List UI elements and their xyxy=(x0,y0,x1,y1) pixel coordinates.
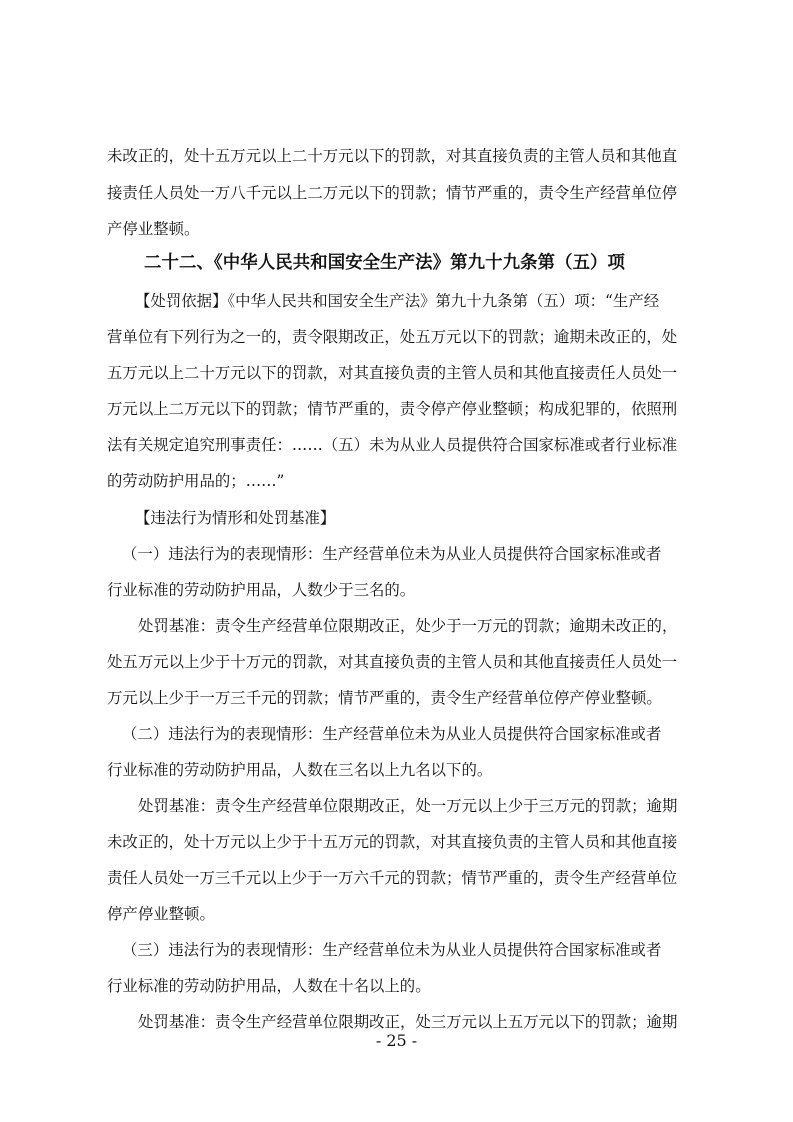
paragraph-line: 法有关规定追究刑事责任：……（五）未为从业人员提供符合国家标准或者行业标准 xyxy=(107,436,678,454)
paragraph-line: 【处罚依据】《中华人民共和国安全生产法》第九十九条第（五）项：“生产经 xyxy=(135,292,660,310)
paragraph-line: 产停业整顿。 xyxy=(107,220,200,238)
paragraph-line: 营单位有下列行为之一的，责令限期改正，处五万元以下的罚款；逾期未改正的，处 xyxy=(107,328,678,346)
paragraph-line: 处罚基准：责令生产经营单位限期改正，处少于一万元的罚款；逾期未改正的， xyxy=(138,617,678,635)
paragraph-line: 的劳动防护用品的；……” xyxy=(107,472,285,490)
paragraph-line: 行业标准的劳动防护用品，人数在三名以上九名以下的。 xyxy=(107,761,493,779)
paragraph-line: 行业标准的劳动防护用品，人数少于三名的。 xyxy=(107,581,416,599)
page-number: - 25 - xyxy=(375,1031,418,1050)
paragraph-line: 处罚基准：责令生产经营单位限期改正，处三万元以上五万元以下的罚款；逾期 xyxy=(138,1013,678,1031)
paragraph-line: 未改正的，处十万元以上少于十五万元的罚款，对其直接负责的主管人员和其他直接 xyxy=(107,833,678,851)
section-heading: 二十二、《中华人民共和国安全生产法》第九十九条第（五）项 xyxy=(144,253,626,273)
paragraph-line: 处罚基准：责令生产经营单位限期改正，处一万元以上少于三万元的罚款；逾期 xyxy=(138,797,678,815)
paragraph-line: 万元以上少于一万三千元的罚款；情节严重的，责令生产经营单位停产停业整顿。 xyxy=(107,689,662,707)
subsection-label: 【违法行为情形和处罚基准】 xyxy=(135,509,336,527)
paragraph-line: 停产停业整顿。 xyxy=(107,905,215,923)
paragraph-line: 万元以上二万元以下的罚款；情节严重的，责令停产停业整顿；构成犯罪的，依照刑 xyxy=(107,400,678,418)
paragraph-line: 未改正的，处十五万元以上二十万元以下的罚款，对其直接负责的主管人员和其他直 xyxy=(107,147,678,165)
paragraph-line: （一）违法行为的表现情形：生产经营单位未为从业人员提供符合国家标准或者 xyxy=(122,545,662,563)
paragraph-line: 接责任人员处一万八千元以上二万元以下的罚款；情节严重的，责令生产经营单位停 xyxy=(107,184,678,202)
paragraph-line: （三）违法行为的表现情形：生产经营单位未为从业人员提供符合国家标准或者 xyxy=(122,941,662,959)
paragraph-line: （二）违法行为的表现情形：生产经营单位未为从业人员提供符合国家标准或者 xyxy=(122,725,662,743)
paragraph-line: 处五万元以上少于十万元的罚款，对其直接负责的主管人员和其他直接责任人员处一 xyxy=(107,653,678,671)
paragraph-line: 责任人员处一万三千元以上少于一万六千元的罚款；情节严重的，责令生产经营单位 xyxy=(107,869,678,887)
paragraph-line: 行业标准的劳动防护用品，人数在十名以上的。 xyxy=(107,977,431,995)
paragraph-line: 五万元以上二十万元以下的罚款，对其直接负责的主管人员和其他直接责任人员处一 xyxy=(107,364,678,382)
